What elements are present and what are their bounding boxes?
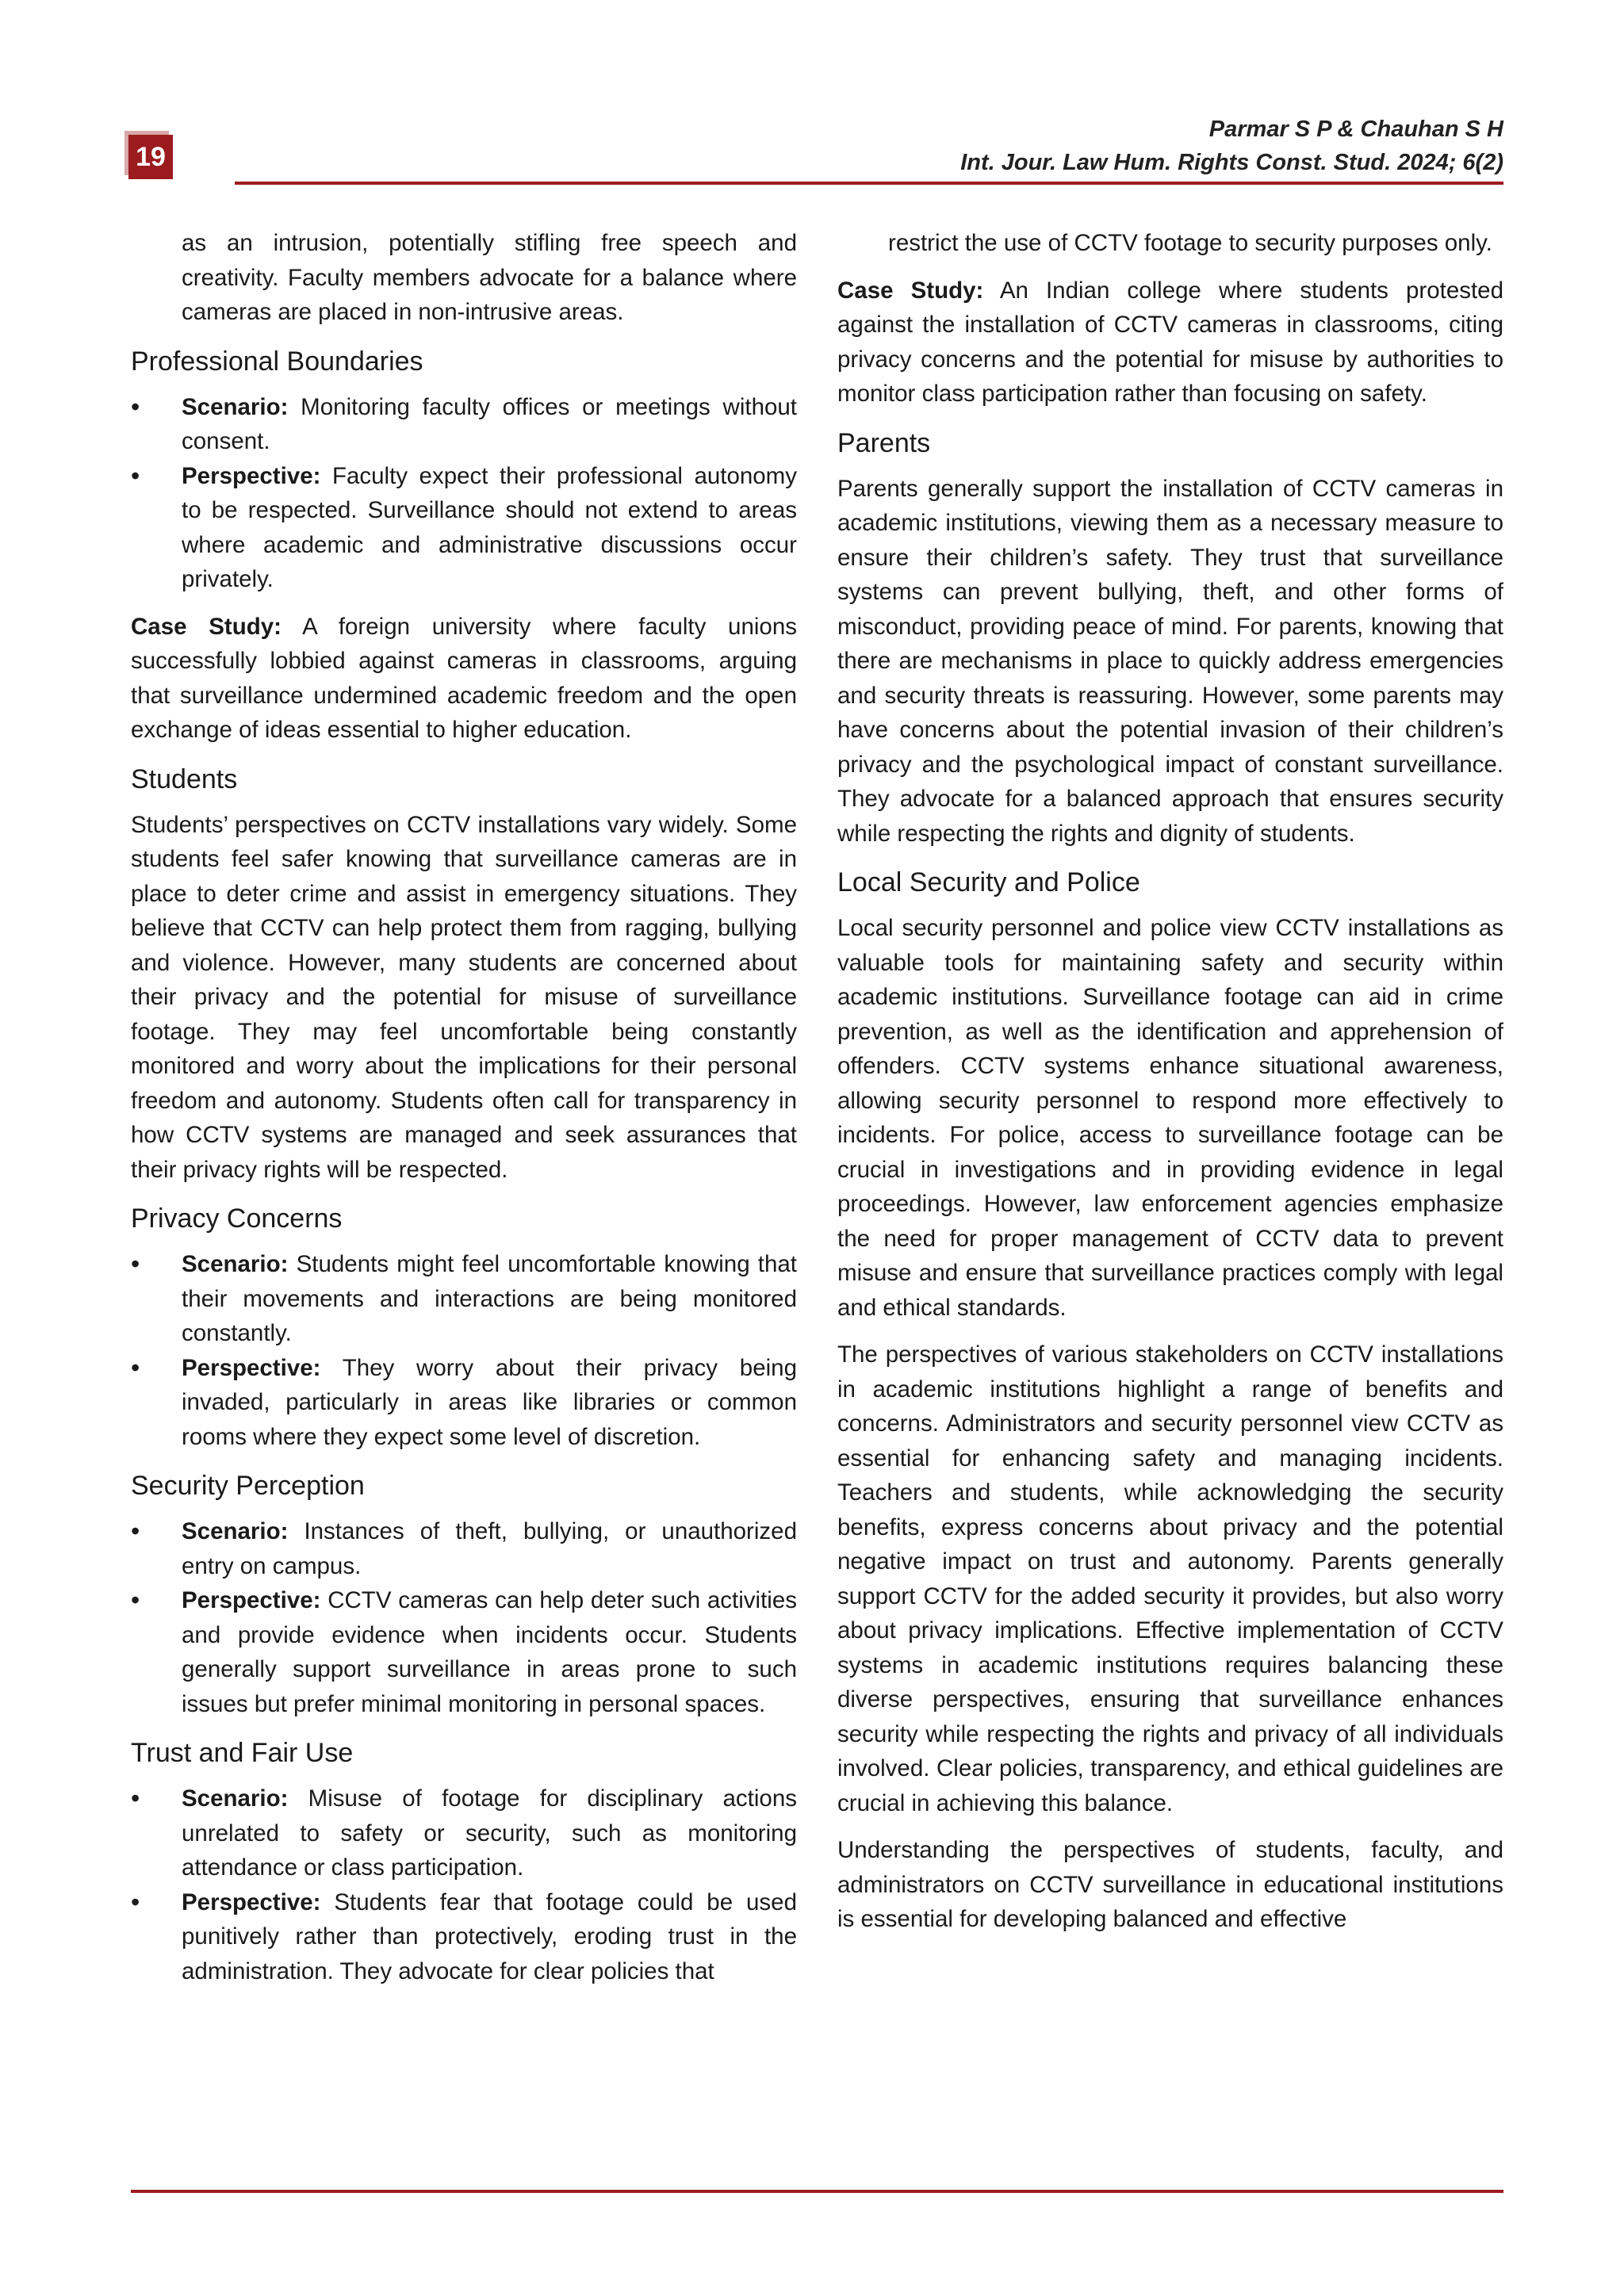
continued-paragraph: restrict the use of CCTV footage to security purposes only.	[888, 230, 1492, 256]
right-column	[837, 226, 1503, 1950]
case-study-foreign-university: Case Study: A foreign university where faculty unions successfully lobbied against cameras in classrooms, arguing that surveillance undermined academic freedom and the open exchange of ideas essential to higher education.	[131, 613, 797, 743]
heading-security-perception: Security Perception	[131, 1471, 365, 1501]
trust-fair-use-list	[131, 1781, 797, 1988]
professional-boundaries-list	[131, 390, 797, 597]
list-item: • Scenario: Monitoring faculty offices or meetings without consent.	[131, 390, 797, 459]
page-number: 19	[128, 135, 173, 179]
header-authors: Parmar S P & Chauhan S H	[1208, 117, 1503, 142]
heading-professional-boundaries: Professional Boundaries	[131, 346, 423, 377]
footer-rule	[131, 2190, 1503, 2193]
list-item: • Scenario: Instances of theft, bullying, or unauthorized entry on campus.	[131, 1514, 797, 1583]
running-header	[960, 113, 1503, 179]
header-rule	[235, 182, 1503, 185]
list-item: • Perspective: They worry about their privacy being invaded, particularly in areas like libraries or common rooms where they expect some level of discretion.	[131, 1351, 797, 1455]
heading-parents: Parents	[837, 427, 931, 458]
heading-trust-fair-use: Trust and Fair Use	[131, 1738, 354, 1768]
summary-paragraph: The perspectives of various stakeholders on CCTV installations in academic institutions highlight a range of benefits and concerns. Administrators and security personnel view CCTV as essential for enhancing safety and managing incidents. Teachers and students, while acknowledging the security benefits, express concerns about privacy and the potential negative impact on trust and autonomy. Parents generally support CCTV for the added security it provides, but also worry about privacy implications. Effective implementation of CCTV systems in academic institutions requires balancing these diverse perspectives, ensuring that surveillance enhances security while respecting the rights and privacy of all individuals involved. Clear policies, transparency, and ethical guidelines are crucial in achieving this balance.	[837, 1341, 1503, 1816]
case-study-indian-college: Case Study: An Indian college where students protested against the installation of CCTV cameras in classrooms, citing privacy concerns and the potential for misuse by authorities to monitor class participation rather than focusing on safety.	[837, 277, 1503, 407]
list-item: • Scenario: Students might feel uncomfortable knowing that their movements and interactions are being monitored constantly.	[131, 1247, 797, 1351]
left-column	[131, 226, 797, 2001]
final-paragraph: Understanding the perspectives of students, faculty, and administrators on CCTV surveillance in educational institutions is essential for developing balanced and effective	[837, 1837, 1503, 1932]
list-item: • Perspective: Students fear that footage could be used punitively rather than protectively, eroding trust in the administration. They advocate for clear policies that	[131, 1885, 797, 1989]
security-perception-list	[131, 1514, 797, 1721]
police-paragraph: Local security personnel and police view CCTV installations as valuable tools for maintaining safety and security within academic institutions. Surveillance footage can aid in crime prevention, as well as the identification and apprehension of offenders. CCTV systems enhance situational awareness, allowing security personnel to respond more effectively to incidents. For police, access to surveillance footage can be crucial in investigations and in providing evidence in legal proceedings. However, law enforcement agencies emphasize the need for proper management of CCTV data to prevent misuse and ensure that surveillance practices comply with legal and ethical standards.	[837, 915, 1503, 1321]
list-item: • Scenario: Misuse of footage for disciplinary actions unrelated to safety or security, such as monitoring attendance or class participation.	[131, 1781, 797, 1885]
heading-privacy-concerns: Privacy Concerns	[131, 1203, 343, 1234]
continued-paragraph: as an intrusion, potentially stifling free speech and creativity. Faculty members advocate for a balance where cameras are placed in non-intrusive areas.	[182, 230, 797, 325]
privacy-concerns-list	[131, 1247, 797, 1454]
heading-students: Students	[131, 763, 238, 794]
students-paragraph: Students’ perspectives on CCTV installations vary widely. Some students feel safer knowing that surveillance cameras are in place to deter crime and assist in emergency situations. They believe that CCTV can help protect them from ragging, bullying and violence. However, many students are concerned about their privacy and the potential for misuse of surveillance footage. They may feel uncomfortable being constantly monitored and worry about the implications for their personal freedom and autonomy. Students often call for transparency in how CCTV systems are managed and seek assurances that their privacy rights will be respected.	[131, 811, 797, 1183]
parents-paragraph: Parents generally support the installation of CCTV cameras in academic institutions, viewing them as a necessary measure to ensure their children’s safety. They trust that surveillance systems can prevent bullying, theft, and other forms of misconduct, providing peace of mind. For parents, knowing that there are mechanisms in place to quickly address emergencies and security threats is reassuring. However, some parents may have concerns about the potential invasion of their children’s privacy and the psychological impact of constant surveillance. They advocate for a balanced approach that ensures security while respecting the rights and dignity of students.	[837, 475, 1503, 847]
header-journal: Int. Jour. Law Hum. Rights Const. Stud. 2024; 6(2)	[960, 150, 1503, 175]
heading-local-security-police: Local Security and Police	[837, 867, 1140, 897]
list-item: • Perspective: Faculty expect their professional autonomy to be respected. Surveillance should not extend to areas where academic and administrative discussions occur privately.	[131, 459, 797, 597]
list-item: • Perspective: CCTV cameras can help deter such activities and provide evidence when incidents occur. Students generally support surveillance in areas prone to such issues but prefer minimal monitoring in personal spaces.	[131, 1583, 797, 1721]
